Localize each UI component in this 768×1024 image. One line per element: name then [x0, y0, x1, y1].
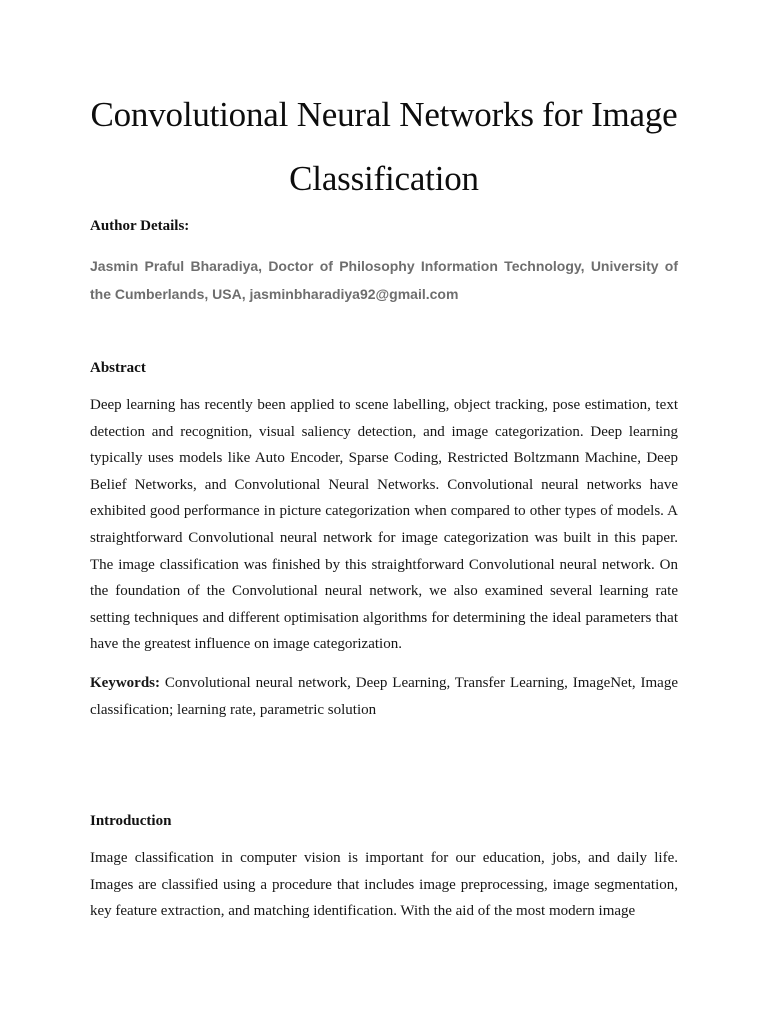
author-details-text: Jasmin Praful Bharadiya, Doctor of Philosophy Information Technology, University of the Cumberlands, USA, jasminbharadiya92@gmail.com: [90, 258, 678, 302]
author-details-heading: Author Details:: [90, 218, 190, 234]
keywords-paragraph: [90, 670, 678, 723]
introduction-heading: Introduction: [90, 813, 172, 829]
keywords-text: Convolutional neural network, Deep Learning, Transfer Learning, ImageNet, Image classification; learning rate, parametric solution: [90, 675, 678, 718]
paper-title: Convolutional Neural Networks for Image Classification: [90, 95, 678, 198]
abstract-heading: Abstract: [90, 360, 146, 376]
introduction-body: Image classification in computer vision is important for our education, jobs, and daily life. Images are classified using a procedure that includes image preprocessing, image segmentation, key feature extraction, and matching identification. With the aid of the most modern image: [90, 850, 678, 920]
abstract-body: Deep learning has recently been applied to scene labelling, object tracking, pose estimation, text detection and recognition, visual saliency detection, and image categorization. Deep learning typically uses models like Auto Encoder, Sparse Coding, Restricted Boltzmann Machine, Deep Belief Networks, and Convolutional Neural Networks. Convolutional neural networks have exhibited good performance in picture categorization when compared to other types of models. A straightforward Convolutional neural network for image categorization was built in this paper. The image classification was finished by this straightforward Convolutional neural network. On the foundation of the Convolutional neural network, we also examined several learning rate setting techniques and different optimisation algorithms for determining the ideal parameters that have the greatest influence on image categorization.: [90, 397, 678, 653]
keywords-label: Keywords:: [90, 675, 160, 691]
